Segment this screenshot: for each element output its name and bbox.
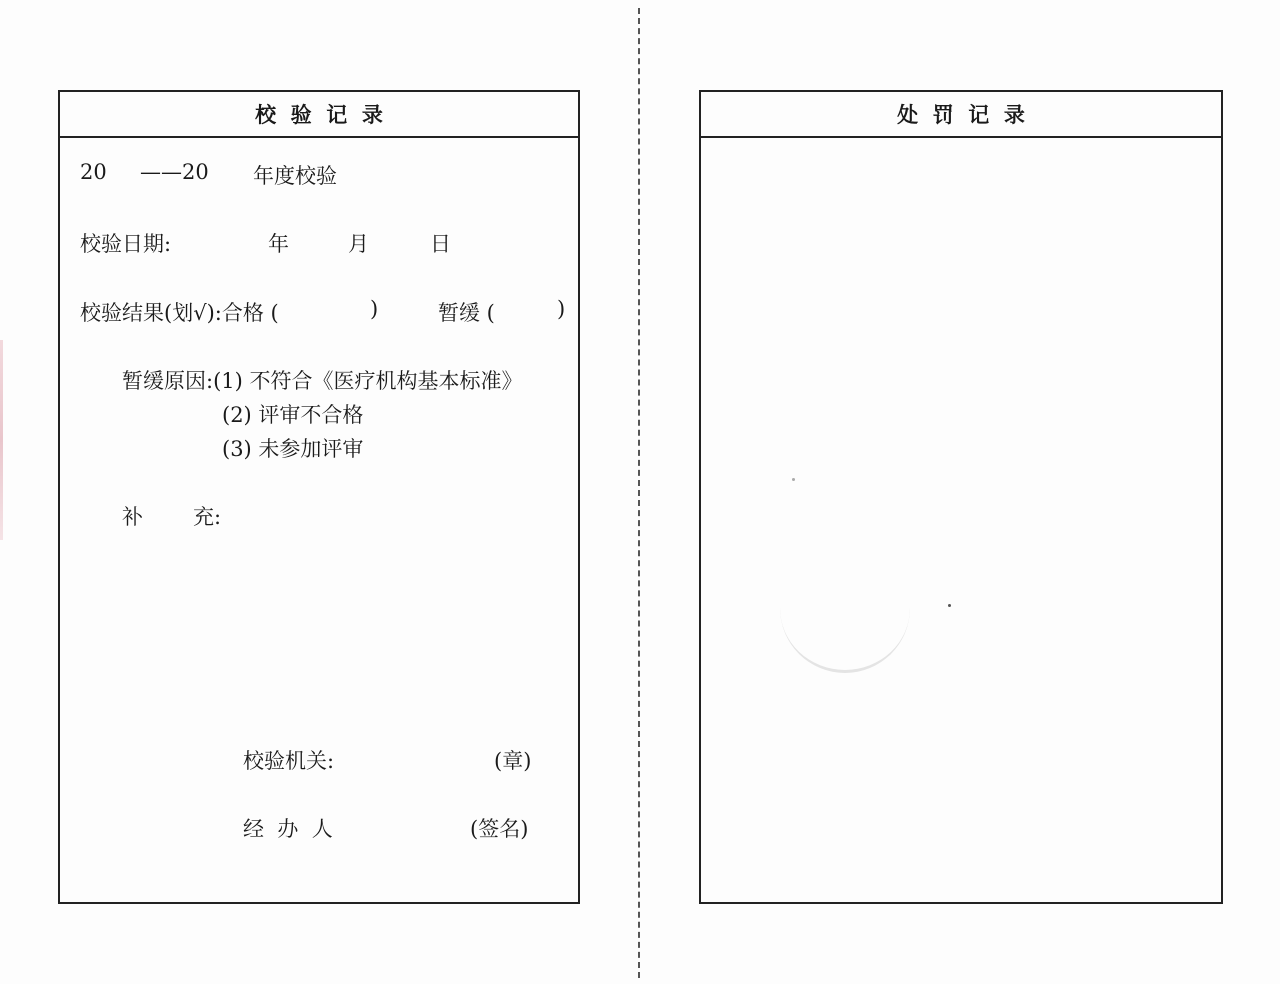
deferral-reason-2: (2) 评审不合格: [222, 403, 364, 427]
inspection-record-title: 校 验 记 录: [255, 102, 383, 127]
inspection-result-label: 校验结果(划√):合格 (: [80, 301, 279, 325]
page-edge-mark: [0, 340, 3, 540]
inspection-record-header: [60, 92, 578, 138]
month-word: 月: [348, 232, 369, 256]
annual-inspection-label: 年度校验: [253, 164, 337, 188]
penalty-record-panel: [699, 90, 1223, 904]
supplement-label-2: 充:: [193, 505, 222, 529]
supplement-label-1: 补: [122, 505, 143, 529]
deferred-close-paren: ): [557, 297, 566, 321]
year-separator: ——20: [140, 160, 209, 184]
year-start: 20: [80, 160, 107, 184]
speck-mark: [792, 478, 795, 481]
inspection-record-panel: [58, 90, 580, 904]
day-word: 日: [430, 232, 451, 256]
penalty-record-title: 处 罚 记 录: [897, 102, 1025, 127]
seal-label: (章): [494, 749, 532, 773]
inspection-date-label: 校验日期:: [80, 232, 172, 256]
deferral-reason-3: (3) 未参加评审: [222, 437, 364, 461]
deferred-label: 暂缓 (: [438, 301, 495, 325]
pass-close-paren: ): [370, 297, 379, 321]
speck-mark: [948, 604, 951, 607]
year-word: 年: [268, 232, 289, 256]
inspection-authority-label: 校验机关:: [243, 749, 335, 773]
handler-label: 经 办 人: [243, 817, 333, 841]
penalty-record-header: [701, 92, 1221, 138]
signature-label: (签名): [470, 817, 529, 841]
deferral-reason-1: 暂缓原因:(1) 不符合《医疗机构基本标准》: [122, 369, 523, 393]
page-fold-line: [638, 8, 641, 978]
